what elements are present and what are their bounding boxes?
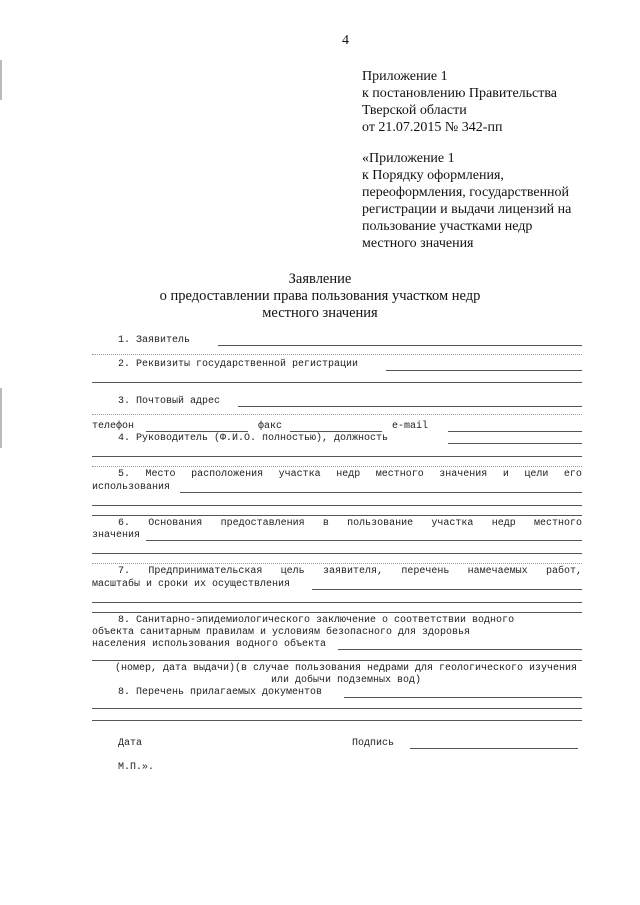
sanitary-input-line[interactable] (338, 649, 582, 650)
purpose-word: работ, (545, 566, 582, 577)
sanitary-note-line2: или добычи подземных вод) (270, 675, 422, 686)
scan-edge-mark (0, 60, 2, 100)
date-label: Дата (118, 738, 143, 749)
appendix-sub-line: пользование участками недр (362, 219, 533, 234)
fax-label: факс (258, 421, 283, 432)
location-word: 5. (118, 469, 131, 480)
title-line: местного значения (262, 305, 378, 321)
appendix-main (362, 68, 557, 136)
location-word: значения (439, 469, 488, 480)
appendix-main-line: к постановлению Правительства (362, 86, 558, 101)
purpose-input-line[interactable] (92, 612, 582, 613)
registration-input-line[interactable] (92, 382, 582, 383)
email-label: e-mail (392, 421, 429, 432)
location-word: расположения (191, 469, 264, 480)
field-attachments-label: 8. Перечень прилагаемых документов (118, 687, 323, 698)
location-input-line[interactable] (92, 505, 582, 506)
location-word: участка (278, 469, 321, 480)
purpose-input-line[interactable] (312, 589, 582, 590)
location-word: местного (375, 469, 424, 480)
document-title (0, 271, 640, 322)
field-head-label: 4. Руководитель (Ф.И.О. полностью), должность (118, 433, 389, 444)
signature-input-line[interactable] (410, 748, 578, 749)
grounds-word: в (322, 518, 329, 529)
attachments-input-line[interactable] (92, 720, 582, 721)
field-registration-label: 2. Реквизиты государственной регистрации (118, 359, 359, 370)
signature-label: Подпись (352, 738, 395, 749)
phone-input-line[interactable] (146, 431, 248, 432)
purpose-word: Предпринимательская (148, 566, 263, 577)
fax-input-line[interactable] (290, 431, 382, 432)
field-sanitary-label-line1: 8. Санитарно-эпидемиологического заключение о соответствии водного (118, 615, 515, 626)
location-word: Место (145, 469, 176, 480)
grounds-word: пользование (347, 518, 414, 529)
head-input-line[interactable] (92, 466, 582, 467)
attachments-input-line[interactable] (92, 708, 582, 709)
postal-address-input-line[interactable] (92, 414, 582, 415)
location-word: и (502, 469, 509, 480)
head-input-line[interactable] (448, 443, 582, 444)
purpose-word: перечень (401, 566, 450, 577)
location-label-continuation: использования (92, 482, 171, 493)
head-input-line[interactable] (92, 456, 582, 457)
field-postal-address-label: 3. Почтовый адрес (118, 396, 221, 407)
postal-address-input-line[interactable] (238, 406, 582, 407)
purpose-input-line[interactable] (92, 602, 582, 603)
location-word: недр (336, 469, 361, 480)
purpose-label-continuation: масштабы и сроки их осуществления (92, 579, 291, 590)
title-line: Заявление (288, 271, 352, 287)
stamp-placeholder: М.П.». (118, 762, 155, 773)
appendix-main-line: Тверской области (362, 103, 467, 118)
field-grounds-label (118, 518, 582, 529)
applicant-input-line[interactable] (92, 354, 582, 355)
appendix-main-line: от 21.07.2015 № 342-пп (362, 120, 503, 135)
location-word: цели (524, 469, 549, 480)
appendix-main-line: Приложение 1 (362, 69, 448, 84)
page-number: 4 (342, 33, 349, 48)
purpose-word: цель (280, 566, 305, 577)
attachments-input-line[interactable] (344, 697, 582, 698)
appendix-sub (362, 150, 571, 252)
grounds-word: Основания (148, 518, 203, 529)
grounds-word: местного (533, 518, 582, 529)
field-applicant-label: 1. Заявитель (118, 335, 191, 346)
grounds-input-line[interactable] (92, 563, 582, 564)
appendix-sub-line: «Приложение 1 (362, 151, 455, 166)
grounds-word: предоставления (220, 518, 305, 529)
grounds-label-continuation: значения (92, 530, 141, 541)
appendix-sub-line: переоформления, государственной (362, 185, 570, 200)
location-word: его (563, 469, 582, 480)
location-input-line[interactable] (180, 492, 582, 493)
appendix-sub-line: местного значения (362, 236, 474, 251)
appendix-sub-line: к Порядку оформления, (362, 168, 504, 183)
grounds-input-line[interactable] (92, 553, 582, 554)
phone-label: телефон (92, 421, 135, 432)
grounds-word: недр (491, 518, 516, 529)
field-sanitary-label-line3: населения использования водного объекта (92, 639, 327, 650)
registration-input-line[interactable] (386, 370, 582, 371)
grounds-input-line[interactable] (146, 540, 582, 541)
appendix-sub-line: регистрации и выдачи лицензий на (362, 202, 572, 217)
field-purpose-label (118, 566, 582, 577)
sanitary-note-line1: (номер, дата выдачи)(в случае пользования недрами для геологического изучения (114, 663, 578, 674)
field-sanitary-label-line2: объекта санитарным правилам и условиям безопасного для здоровья (92, 627, 471, 638)
purpose-word: намечаемых (467, 566, 528, 577)
title-line: о предоставлении права пользования участком недр (159, 288, 481, 304)
applicant-input-line[interactable] (218, 345, 582, 346)
location-input-line[interactable] (92, 515, 582, 516)
field-location-label (118, 469, 582, 480)
purpose-word: заявителя, (323, 566, 384, 577)
scan-edge-mark (0, 388, 2, 448)
grounds-word: участка (431, 518, 474, 529)
grounds-word: 6. (118, 518, 131, 529)
sanitary-input-line[interactable] (92, 660, 582, 661)
email-input-line[interactable] (448, 431, 582, 432)
purpose-word: 7. (118, 566, 131, 577)
